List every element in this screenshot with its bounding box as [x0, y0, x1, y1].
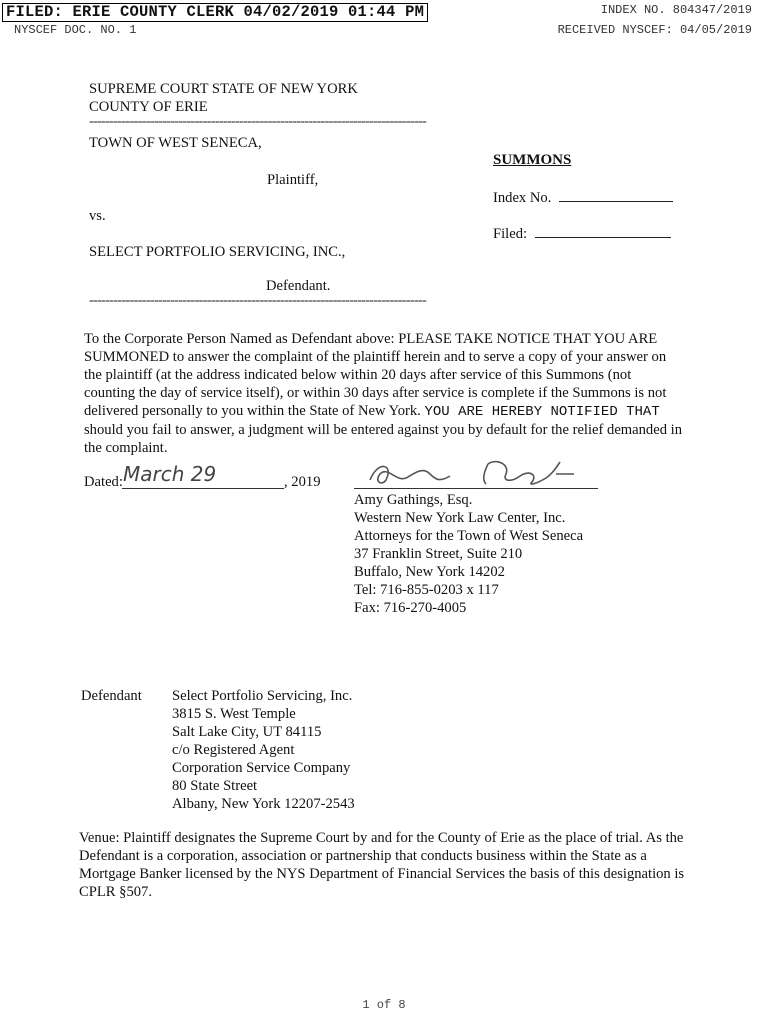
county-name: COUNTY OF ERIE	[89, 99, 208, 115]
page-number: 1 of 8	[362, 998, 406, 1012]
plaintiff-label: Plaintiff,	[267, 172, 319, 188]
dated-year: , 2019	[284, 474, 321, 490]
filed-blank	[535, 223, 671, 238]
defendant-address-line: Corporation Service Company	[172, 760, 351, 776]
notice-text-3: should you fail to answer, a judgment will be entered against you by default for the relief demanded in the complaint.	[84, 422, 682, 456]
attorney-block	[354, 491, 583, 617]
signature-line	[354, 488, 598, 489]
defendant-name: SELECT PORTFOLIO SERVICING, INC.,	[89, 244, 346, 260]
notice-paragraph	[84, 330, 684, 457]
caption-divider-top: -----------------------------------------------------------------------------------	[89, 114, 427, 129]
index-number: INDEX NO. 804347/2019	[600, 3, 752, 17]
index-no-label: Index No.	[493, 190, 552, 206]
received-date: RECEIVED NYSCEF: 04/05/2019	[557, 23, 752, 37]
defendant-address-label: Defendant	[81, 688, 142, 704]
defendant-address-block	[172, 687, 355, 813]
attorney-line: Western New York Law Center, Inc.	[354, 510, 566, 526]
defendant-address-line: 3815 S. West Temple	[172, 706, 296, 722]
summons-title: SUMMONS	[493, 152, 572, 168]
defendant-address-line: 80 State Street	[172, 778, 258, 794]
defendant-address-line: c/o Registered Agent	[172, 742, 295, 758]
date-underline	[122, 488, 284, 489]
defendant-address-line: Select Portfolio Servicing, Inc.	[172, 688, 353, 704]
attorney-line: Fax: 716-270-4005	[354, 600, 467, 616]
caption-divider-bottom: -----------------------------------------------------------------------------------	[89, 293, 427, 308]
court-name: SUPREME COURT STATE OF NEW YORK	[89, 81, 358, 97]
handwritten-date: March 29	[123, 462, 217, 486]
attorney-line: Attorneys for the Town of West Seneca	[354, 528, 584, 544]
plaintiff-name: TOWN OF WEST SENECA,	[89, 135, 262, 151]
attorney-line: Buffalo, New York 14202	[354, 564, 505, 580]
defendant-address-line: Albany, New York 12207-2543	[172, 796, 355, 812]
notice-text-2: YOU ARE HEREBY NOTIFIED THAT	[424, 404, 660, 420]
versus-label: vs.	[89, 208, 106, 224]
nyscef-doc-no: NYSCEF DOC. NO. 1	[14, 23, 137, 37]
dated-label: Dated:	[84, 474, 123, 490]
attorney-signature	[360, 452, 590, 492]
venue-paragraph: Venue: Plaintiff designates the Supreme Court by and for the County of Erie as the place of trial. As the Defendant is a corporation, association or partnership that conducts business within the State as a Mortgage Banker licensed by the NYS Department of Financial Services the basis of this designation is CPLR §507.	[79, 830, 685, 900]
index-no-field	[493, 187, 673, 207]
index-no-blank	[559, 187, 673, 202]
notice-text-1: To the Corporate Person Named as Defendant above: PLEASE TAKE NOTICE THAT YOU ARE SUMMONED to answer the complaint of the plaintiff herein and to serve a copy of your answer on the plaintiff (at the address indicated below within 20 days after service of this Summons (not counting the day of service itself), or within 30 days after service is complete if the Summons is not delivered personally to you within the State of New York.	[84, 331, 667, 419]
filed-stamp: FILED: ERIE COUNTY CLERK 04/02/2019 01:44 PM	[2, 3, 428, 22]
filed-label: Filed:	[493, 226, 528, 242]
attorney-line: Amy Gathings, Esq.	[354, 492, 473, 508]
defendant-address-line: Salt Lake City, UT 84115	[172, 724, 322, 740]
attorney-line: Tel: 716-855-0203 x 117	[354, 582, 499, 598]
attorney-line: 37 Franklin Street, Suite 210	[354, 546, 523, 562]
filed-field	[493, 223, 671, 243]
defendant-label: Defendant.	[266, 278, 331, 294]
